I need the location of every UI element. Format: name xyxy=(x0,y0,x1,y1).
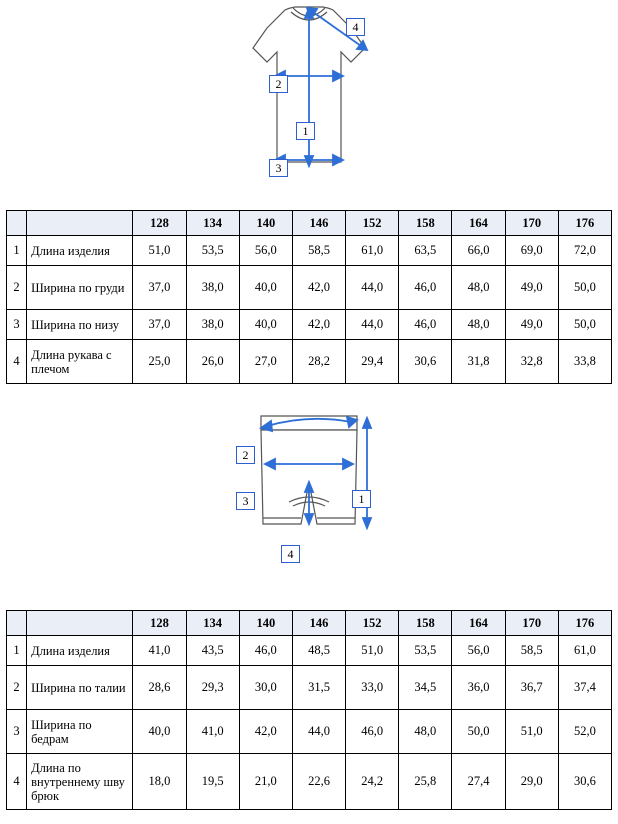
header-cell: 158 xyxy=(399,611,452,636)
cell: 41,0 xyxy=(186,710,239,754)
cell: 21,0 xyxy=(239,754,292,810)
tshirt-callout-1: 1 xyxy=(296,122,315,140)
header-cell: 134 xyxy=(186,611,239,636)
header-cell: 128 xyxy=(133,211,186,236)
tshirt-table-wrap xyxy=(0,210,618,384)
cell: 51,0 xyxy=(505,710,558,754)
table-row xyxy=(7,340,612,384)
cell: 27,0 xyxy=(239,340,292,384)
table-row xyxy=(7,236,612,266)
cell: 52,0 xyxy=(558,710,611,754)
cell: 36,0 xyxy=(452,666,505,710)
row-number: 3 xyxy=(7,710,27,754)
header-cell: 140 xyxy=(239,611,292,636)
header-cell xyxy=(7,211,27,236)
tshirt-callout-4: 4 xyxy=(346,18,365,36)
cell: 63,5 xyxy=(399,236,452,266)
cell: 28,6 xyxy=(133,666,186,710)
header-cell: 134 xyxy=(186,211,239,236)
row-label: Ширина по бедрам xyxy=(27,710,133,754)
cell: 28,2 xyxy=(292,340,345,384)
tshirt-figure xyxy=(0,0,618,196)
cell: 51,0 xyxy=(346,636,399,666)
row-number: 4 xyxy=(7,340,27,384)
cell: 46,0 xyxy=(399,310,452,340)
cell: 18,0 xyxy=(133,754,186,810)
shorts-callout-2: 2 xyxy=(236,446,255,464)
cell: 38,0 xyxy=(186,310,239,340)
shorts-table-wrap xyxy=(0,610,618,810)
tshirt-callout-3: 3 xyxy=(269,159,288,177)
cell: 50,0 xyxy=(452,710,505,754)
header-cell: 146 xyxy=(292,611,345,636)
table-header-row xyxy=(7,611,612,636)
cell: 26,0 xyxy=(186,340,239,384)
header-cell: 128 xyxy=(133,611,186,636)
cell: 33,0 xyxy=(346,666,399,710)
cell: 48,0 xyxy=(452,266,505,310)
tshirt-drawing xyxy=(189,0,429,196)
row-label: Длина рукава с плечом xyxy=(27,340,133,384)
spacer-above-shorts-table xyxy=(0,596,618,610)
cell: 22,6 xyxy=(292,754,345,810)
cell: 58,5 xyxy=(505,636,558,666)
cell: 61,0 xyxy=(558,636,611,666)
header-cell: 158 xyxy=(399,211,452,236)
cell: 31,8 xyxy=(452,340,505,384)
row-label: Ширина по груди xyxy=(27,266,133,310)
cell: 29,4 xyxy=(346,340,399,384)
cell: 25,0 xyxy=(133,340,186,384)
header-cell xyxy=(27,211,133,236)
cell: 30,0 xyxy=(239,666,292,710)
header-cell: 170 xyxy=(505,611,558,636)
header-cell: 152 xyxy=(346,611,399,636)
row-number: 1 xyxy=(7,236,27,266)
cell: 37,0 xyxy=(133,266,186,310)
cell: 25,8 xyxy=(399,754,452,810)
header-cell: 176 xyxy=(558,611,611,636)
cell: 30,6 xyxy=(558,754,611,810)
cell: 46,0 xyxy=(239,636,292,666)
shorts-callout-1: 1 xyxy=(352,490,371,508)
spacer-above-shirt-table xyxy=(0,196,618,210)
row-number: 1 xyxy=(7,636,27,666)
cell: 40,0 xyxy=(239,266,292,310)
cell: 61,0 xyxy=(346,236,399,266)
shorts-figure xyxy=(0,406,618,596)
table-row xyxy=(7,266,612,310)
cell: 50,0 xyxy=(558,266,611,310)
cell: 37,4 xyxy=(558,666,611,710)
cell: 53,5 xyxy=(186,236,239,266)
cell: 58,5 xyxy=(292,236,345,266)
cell: 19,5 xyxy=(186,754,239,810)
shorts-size-table xyxy=(6,610,612,810)
cell: 46,0 xyxy=(399,266,452,310)
header-cell: 164 xyxy=(452,211,505,236)
table-row xyxy=(7,666,612,710)
cell: 50,0 xyxy=(558,310,611,340)
table-row xyxy=(7,636,612,666)
cell: 42,0 xyxy=(292,266,345,310)
table-header-row xyxy=(7,211,612,236)
row-label: Длина изделия xyxy=(27,636,133,666)
row-number: 2 xyxy=(7,266,27,310)
row-label: Длина по внутреннему шву брюк xyxy=(27,754,133,810)
header-cell: 170 xyxy=(505,211,558,236)
cell: 49,0 xyxy=(505,266,558,310)
cell: 37,0 xyxy=(133,310,186,340)
table-row xyxy=(7,754,612,810)
row-number: 2 xyxy=(7,666,27,710)
header-cell: 140 xyxy=(239,211,292,236)
cell: 33,8 xyxy=(558,340,611,384)
cell: 44,0 xyxy=(346,310,399,340)
cell: 40,0 xyxy=(133,710,186,754)
cell: 46,0 xyxy=(346,710,399,754)
row-label: Ширина по талии xyxy=(27,666,133,710)
cell: 42,0 xyxy=(292,310,345,340)
cell: 43,5 xyxy=(186,636,239,666)
cell: 31,5 xyxy=(292,666,345,710)
cell: 29,0 xyxy=(505,754,558,810)
shorts-callout-4: 4 xyxy=(281,545,300,563)
cell: 24,2 xyxy=(346,754,399,810)
header-cell xyxy=(7,611,27,636)
header-cell: 146 xyxy=(292,211,345,236)
cell: 42,0 xyxy=(239,710,292,754)
cell: 41,0 xyxy=(133,636,186,666)
table-row xyxy=(7,310,612,340)
table-row xyxy=(7,710,612,754)
cell: 27,4 xyxy=(452,754,505,810)
row-label: Длина изделия xyxy=(27,236,133,266)
cell: 51,0 xyxy=(133,236,186,266)
shorts-callout-3: 3 xyxy=(236,492,255,510)
cell: 36,7 xyxy=(505,666,558,710)
cell: 30,6 xyxy=(399,340,452,384)
spacer-between-sections xyxy=(0,384,618,406)
cell: 48,0 xyxy=(452,310,505,340)
header-cell: 164 xyxy=(452,611,505,636)
cell: 48,5 xyxy=(292,636,345,666)
cell: 48,0 xyxy=(399,710,452,754)
cell: 34,5 xyxy=(399,666,452,710)
header-cell xyxy=(27,611,133,636)
cell: 38,0 xyxy=(186,266,239,310)
cell: 49,0 xyxy=(505,310,558,340)
tshirt-callout-2: 2 xyxy=(269,75,288,93)
cell: 72,0 xyxy=(558,236,611,266)
cell: 44,0 xyxy=(292,710,345,754)
cell: 40,0 xyxy=(239,310,292,340)
cell: 53,5 xyxy=(399,636,452,666)
row-label: Ширина по низу xyxy=(27,310,133,340)
row-number: 4 xyxy=(7,754,27,810)
cell: 56,0 xyxy=(239,236,292,266)
cell: 56,0 xyxy=(452,636,505,666)
header-cell: 176 xyxy=(558,211,611,236)
cell: 69,0 xyxy=(505,236,558,266)
cell: 44,0 xyxy=(346,266,399,310)
shorts-drawing xyxy=(189,406,429,586)
row-number: 3 xyxy=(7,310,27,340)
cell: 29,3 xyxy=(186,666,239,710)
cell: 66,0 xyxy=(452,236,505,266)
cell: 32,8 xyxy=(505,340,558,384)
header-cell: 152 xyxy=(346,211,399,236)
tshirt-size-table xyxy=(6,210,612,384)
